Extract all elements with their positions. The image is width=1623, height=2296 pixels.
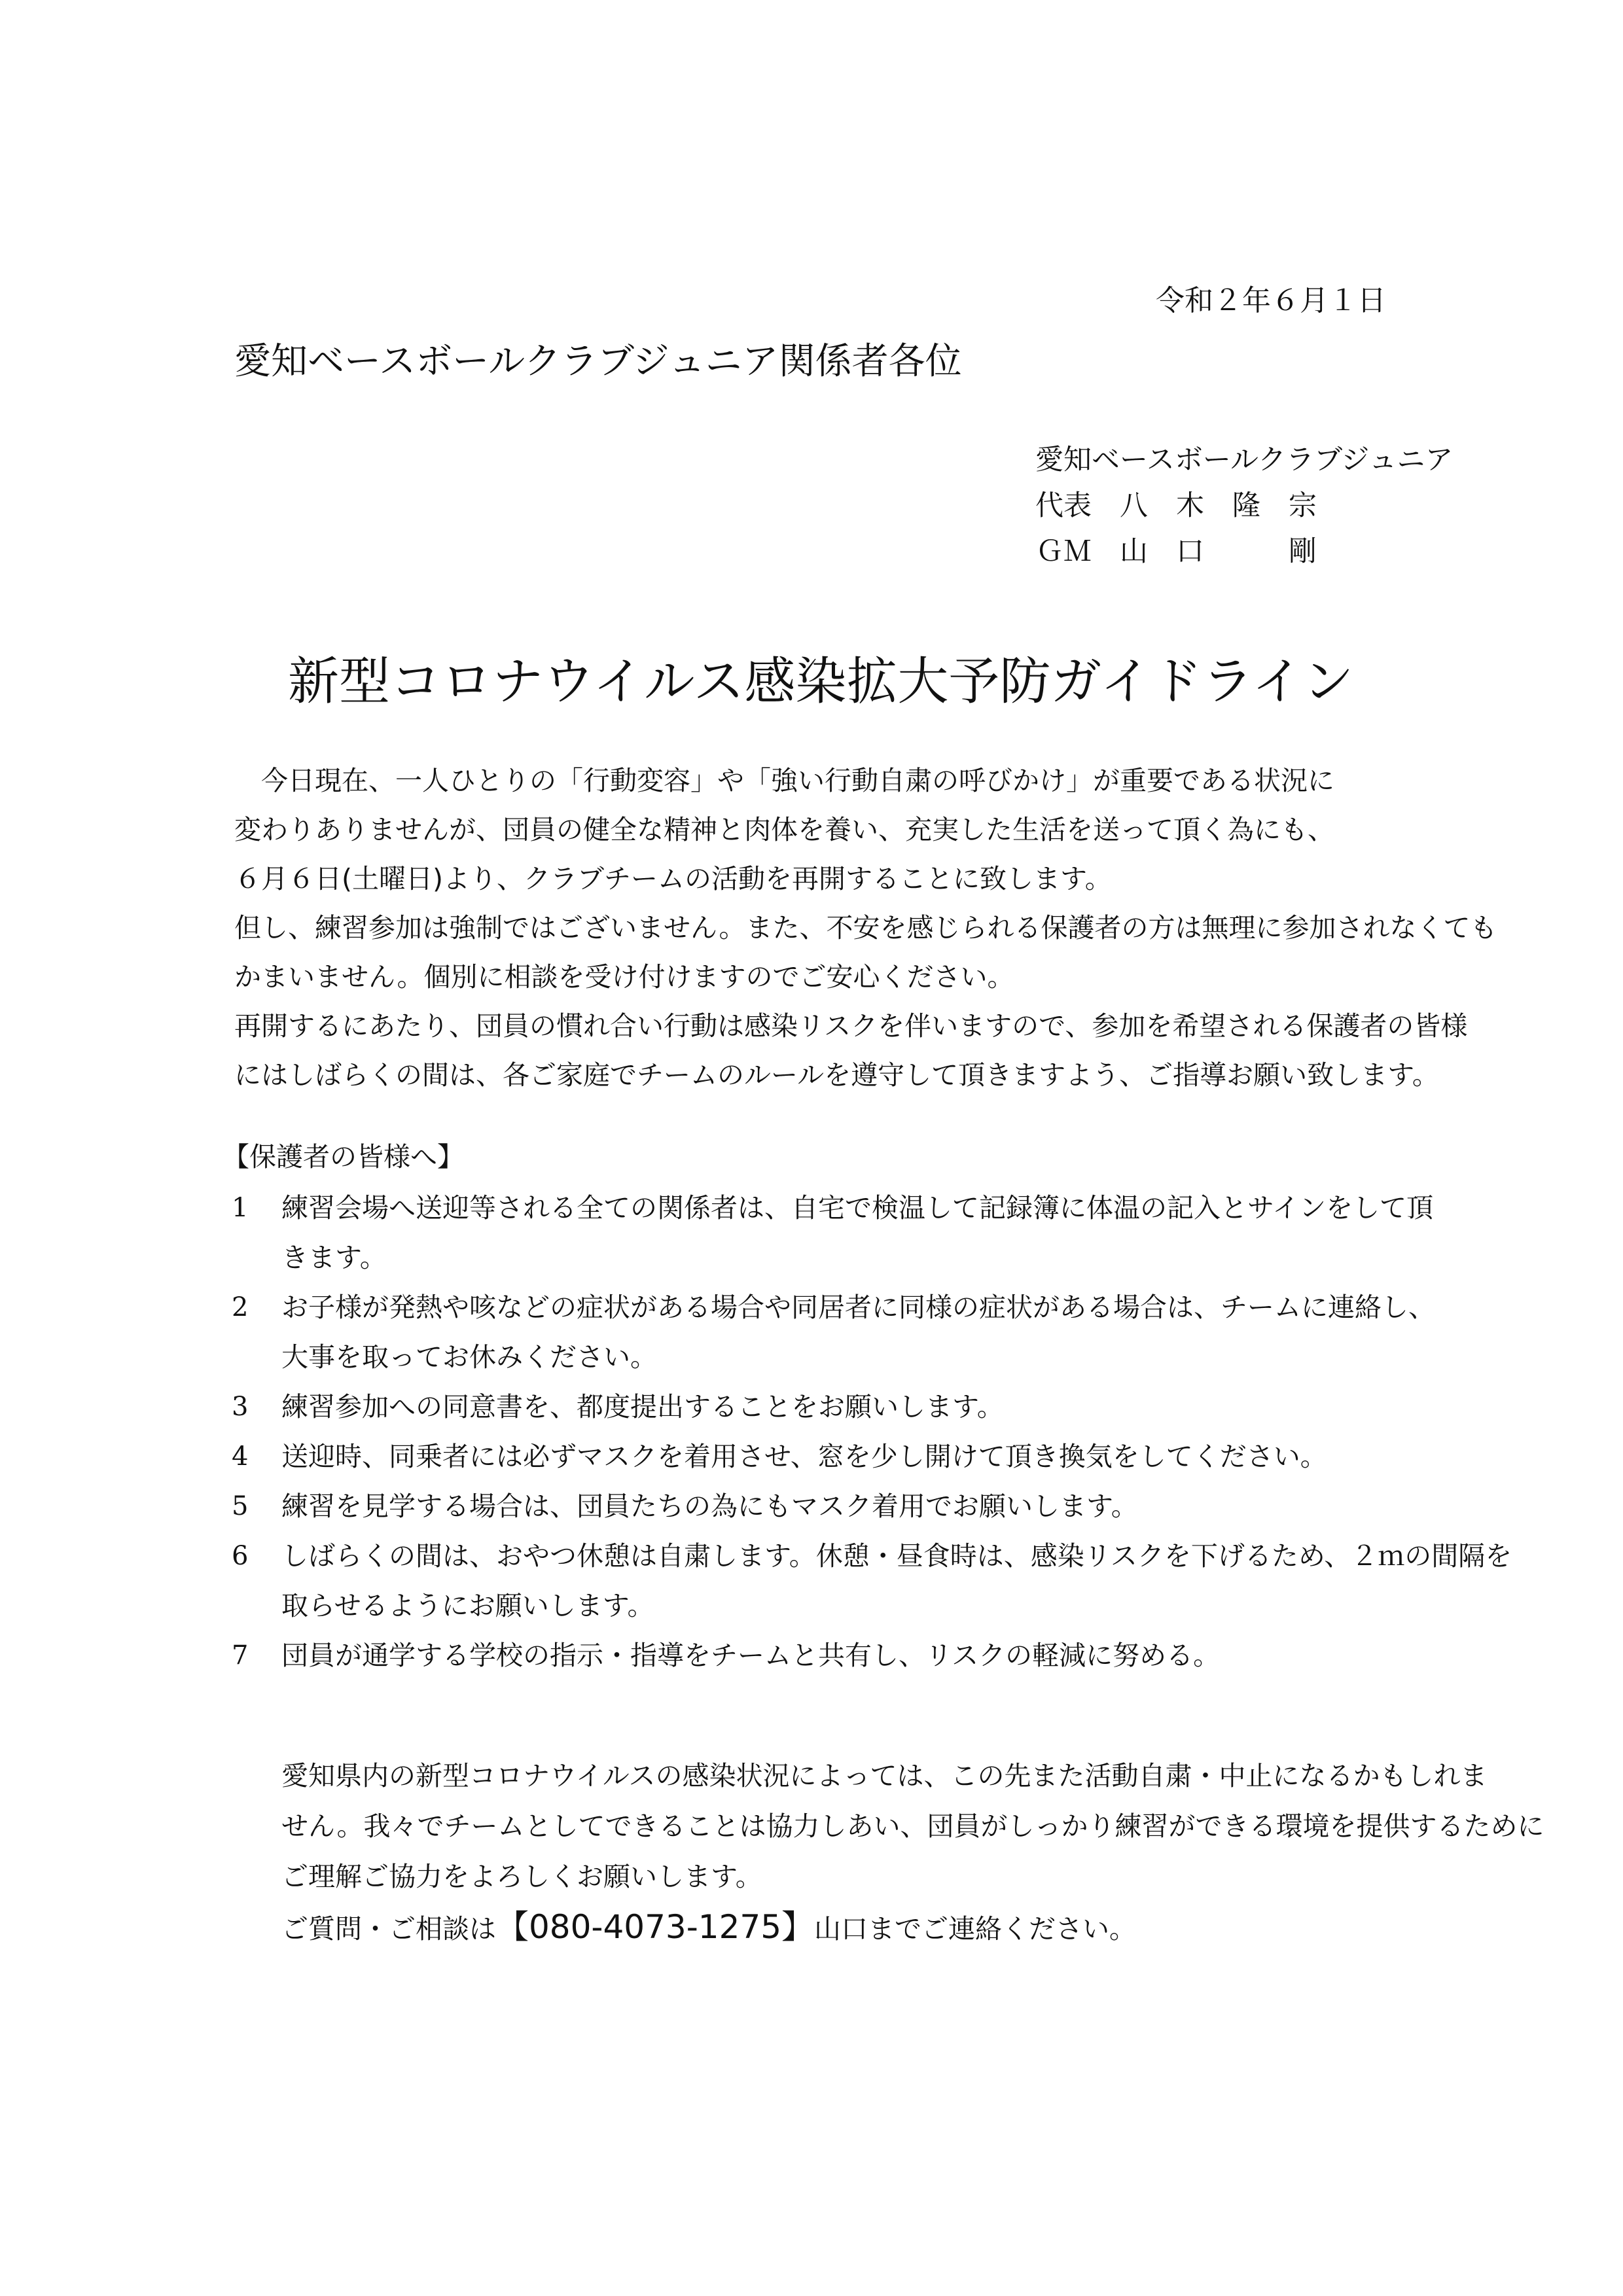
list-item (232, 1183, 1434, 1282)
document-date: 令和２年６月１日 (1156, 284, 1386, 317)
intro-line: かまいません。個別に相談を受け付けますのでご安心ください。 (234, 961, 1014, 993)
list-item-text: しばらくの間は、おやつ休憩は自粛します。休憩・昼食時は、感染リスクを下げるため、２ｍの間隔を (281, 1540, 1512, 1572)
list-item-text: 送迎時、同乗者には必ずマスクを着用させ、窓を少し開けて頂き換気をしてください。 (281, 1441, 1327, 1472)
intro-line: 再開するにあたり、団員の慣れ合い行動は感染リスクを伴いますので、参加を希望される保護者の皆様 (234, 1010, 1468, 1042)
list-item-text: きます。 (281, 1242, 387, 1273)
closing-line: 愛知県内の新型コロナウイルスの感染状況によっては、この先また活動自粛・中止になるかもしれま (281, 1760, 1488, 1792)
list-item-text: お子様が発熱や咳などの症状がある場合や同居者に同様の症状がある場合は、チームに連絡し、 (281, 1292, 1435, 1323)
sender-block (1035, 437, 1454, 574)
list-item-text: 練習参加への同意書を、都度提出することをお願いします。 (281, 1391, 1004, 1422)
list-item-text: 練習会場へ送迎等される全ての関係者は、自宅で検温して記録簿に体温の記入とサインをして頂 (281, 1192, 1434, 1224)
intro-line: 今日現在、一人ひとりの「行動変容」や「強い行動自粛の呼びかけ」が重要である状況に (234, 765, 1334, 796)
closing-line: ご理解ご協力をよろしくお願いします。 (281, 1861, 762, 1892)
list-item-number: 3 (232, 1392, 249, 1422)
list-item (232, 1432, 1397, 1481)
list-item-number: 4 (232, 1441, 249, 1472)
intro-line: 但し、練習参加は強制ではございません。また、不安を感じられる保護者の方は無理に参加されなくても (234, 912, 1497, 944)
list-item (232, 1631, 1397, 1680)
addressee: 愛知ベースボールクラブジュニア関係者各位 (234, 340, 962, 383)
sender-gm: ＧＭ 山 口 剛 (1035, 535, 1317, 568)
document-title: 新型コロナウイルス感染拡大予防ガイドライン (288, 652, 1354, 711)
list-item (232, 1382, 1397, 1432)
contact-prefix: ご質問・ご相談は (281, 1913, 496, 1945)
list-item-number: 7 (232, 1640, 249, 1670)
list-item-number: 5 (232, 1491, 249, 1521)
closing-paragraph (281, 1751, 1544, 1952)
contact-phone-number: 【080-4073-1275】 (496, 1908, 815, 1946)
list-item (232, 1531, 1512, 1631)
intro-line: ６月６日(土曜日)より、クラブチームの活動を再開することに致します。 (234, 863, 1112, 894)
guideline-list (232, 1183, 1512, 1680)
closing-line: せん。我々でチームとしてできることは協力しあい、団員がしっかり練習ができる環境を提供するために (281, 1810, 1544, 1842)
list-item (232, 1282, 1435, 1382)
section-heading: 【保護者の皆様へ】 (223, 1141, 464, 1173)
list-item-number: 1 (232, 1193, 249, 1223)
list-item-text: 取らせるようにお願いします。 (281, 1590, 654, 1621)
list-item-number: 2 (232, 1292, 249, 1322)
contact-line (281, 1902, 1394, 1952)
list-item-text: 団員が通学する学校の指示・指導をチームと共有し、リスクの軽減に努める。 (281, 1640, 1221, 1671)
intro-paragraph (234, 756, 1497, 1100)
intro-line: 変わりありませんが、団員の健全な精神と肉体を養い、充実した生活を送って頂く為にも、 (234, 814, 1334, 845)
sender-organization: 愛知ベースボールクラブジュニア (1035, 444, 1454, 476)
list-item (232, 1481, 1397, 1531)
sender-representative: 代表 八 木 隆 宗 (1035, 489, 1317, 522)
contact-suffix: 山口までご連絡ください。 (814, 1913, 1137, 1945)
list-item-text: 大事を取ってお休みください。 (281, 1341, 657, 1373)
list-item-text: 練習を見学する場合は、団員たちの為にもマスク着用でお願いします。 (281, 1491, 1138, 1522)
list-item-number: 6 (232, 1541, 249, 1571)
intro-line: にはしばらくの間は、各ご家庭でチームのルールを遵守して頂きますよう、ご指導お願い致します。 (234, 1059, 1439, 1091)
